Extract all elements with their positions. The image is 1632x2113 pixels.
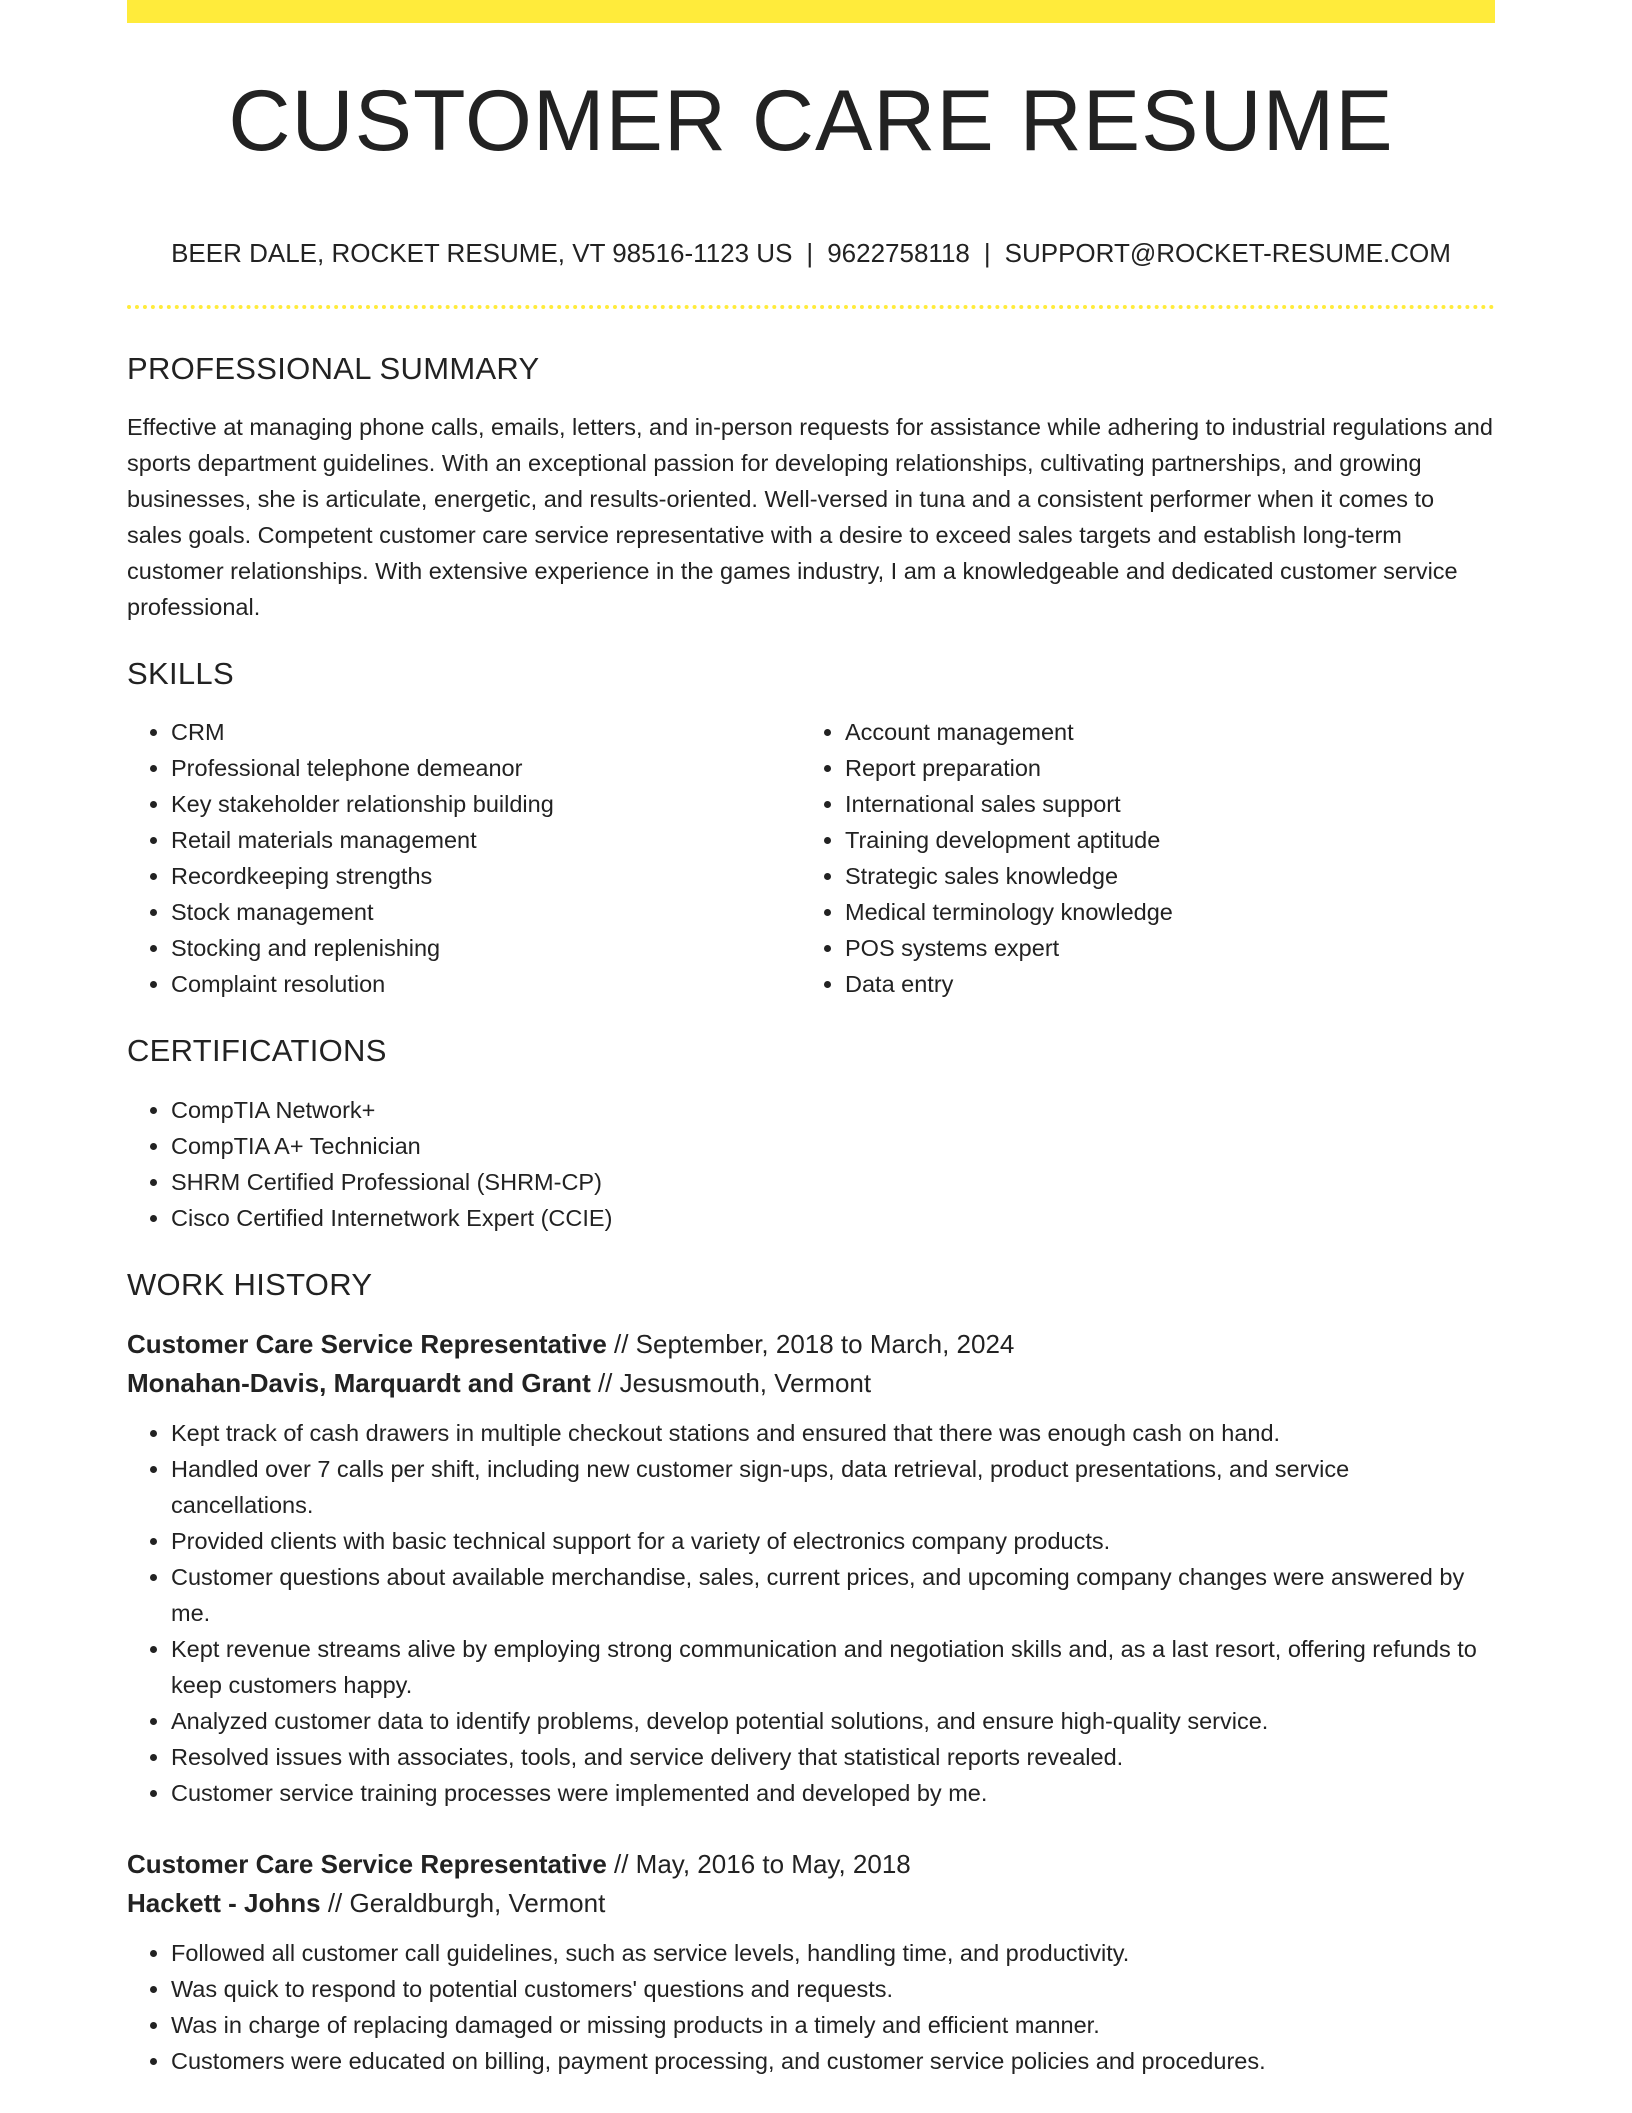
- job-company-line: [127, 1364, 1495, 1403]
- job-company: Hackett - Johns: [127, 1887, 321, 1918]
- summary-section: [127, 350, 1495, 625]
- work-history-heading: WORK HISTORY: [127, 1266, 373, 1302]
- job-title-line: [127, 1845, 1495, 1884]
- job-entry: [127, 1845, 1495, 2079]
- summary-heading: PROFESSIONAL SUMMARY: [127, 351, 540, 386]
- job-company-line: [127, 1884, 1495, 1923]
- contact-address: BEER DALE, ROCKET RESUME, VT 98516-1123 US: [171, 238, 793, 268]
- skills-section: [127, 655, 1495, 1002]
- skills-heading: SKILLS: [127, 656, 234, 692]
- skill-item: • Training development aptitude: [845, 822, 1475, 858]
- skill-item: • International sales support: [845, 786, 1475, 822]
- job-title: Customer Care Service Representative: [127, 1328, 607, 1359]
- work-history-section: [127, 1266, 1495, 2079]
- accent-top-bar: [127, 0, 1495, 23]
- job-bullet: • Kept revenue streams alive by employing strong communication and negotiation skills and, as a last resort, offering refunds to keep customers happy.: [171, 1631, 1495, 1703]
- job-bullets: [127, 1935, 1495, 2079]
- skill-item: • Retail materials management: [171, 822, 801, 858]
- job-bullet: • Customer service training processes were implemented and developed by me.: [171, 1775, 1495, 1811]
- skills-list-left: [127, 714, 801, 1002]
- job-location: // Geraldburgh, Vermont: [320, 1887, 606, 1918]
- summary-text: Effective at managing phone calls, emails, letters, and in-person requests for assistance while adhering to industrial regulations and sports department guidelines. With an exceptional passion for developing relationships, cultivating partnerships, and growing businesses, she is articulate, energetic, and results-oriented. Well-versed in tuna and a consistent performer when it comes to sales goals. Competent customer care service representative with a desire to exceed sales targets and establish long-term customer relationships. With extensive experience in the games industry, I am a knowledgeable and dedicated customer service professional.: [127, 414, 1493, 621]
- contact-separator: |: [806, 238, 814, 268]
- job-bullet: • Kept track of cash drawers in multiple checkout stations and ensured that there was enough cash on hand.: [171, 1415, 1495, 1451]
- skill-item: • Medical terminology knowledge: [845, 894, 1475, 930]
- job-entry: [127, 1325, 1495, 1811]
- skill-item: • Strategic sales knowledge: [845, 858, 1475, 894]
- certifications-section: [127, 1032, 1495, 1235]
- job-bullet: • Customers were educated on billing, payment processing, and customer service policies and procedures.: [171, 2043, 1495, 2079]
- skills-grid: [127, 714, 1495, 1002]
- skill-item: • Data entry: [845, 966, 1475, 1002]
- job-dates: // May, 2016 to May, 2018: [606, 1848, 911, 1879]
- job-bullet: • Resolved issues with associates, tools, and service delivery that statistical reports revealed.: [171, 1739, 1495, 1775]
- certification-item: • Cisco Certified Internetwork Expert (CCIE): [171, 1200, 1495, 1236]
- skill-item: • Recordkeeping strengths: [171, 858, 801, 894]
- certification-item: • CompTIA A+ Technician: [171, 1128, 1495, 1164]
- job-title-line: [127, 1325, 1495, 1364]
- skill-item: • POS systems expert: [845, 930, 1475, 966]
- job-bullet: • Handled over 7 calls per shift, including new customer sign-ups, data retrieval, product presentations, and service cancellations.: [171, 1451, 1495, 1523]
- contact-phone: 9622758118: [827, 238, 970, 268]
- dotted-divider: [127, 305, 1495, 309]
- skill-item: • Complaint resolution: [171, 966, 801, 1002]
- job-company: Monahan-Davis, Marquardt and Grant: [127, 1367, 591, 1398]
- job-dates: // September, 2018 to March, 2024: [606, 1328, 1015, 1359]
- job-title: Customer Care Service Representative: [127, 1848, 607, 1879]
- skill-item: • Report preparation: [845, 750, 1475, 786]
- job-bullet: • Was quick to respond to potential customers' questions and requests.: [171, 1971, 1495, 2007]
- resume-content: [127, 350, 1495, 2113]
- skill-item: • Key stakeholder relationship building: [171, 786, 801, 822]
- skill-item: • Account management: [845, 714, 1475, 750]
- job-bullet: • Provided clients with basic technical support for a variety of electronics company products.: [171, 1523, 1495, 1559]
- certification-item: • CompTIA Network+: [171, 1092, 1495, 1128]
- certification-item: • SHRM Certified Professional (SHRM-CP): [171, 1164, 1495, 1200]
- skill-item: • CRM: [171, 714, 801, 750]
- job-bullet: • Followed all customer call guidelines, such as service levels, handling time, and productivity.: [171, 1935, 1495, 1971]
- contact-line: [127, 238, 1495, 269]
- skills-list-right: [801, 714, 1475, 1002]
- job-location: // Jesusmouth, Vermont: [590, 1367, 872, 1398]
- certifications-list: [127, 1092, 1495, 1236]
- contact-email: SUPPORT@ROCKET-RESUME.COM: [1004, 238, 1451, 268]
- certifications-heading: CERTIFICATIONS: [127, 1033, 387, 1069]
- skill-item: • Stocking and replenishing: [171, 930, 801, 966]
- job-bullet: • Analyzed customer data to identify problems, develop potential solutions, and ensure high-quality service.: [171, 1703, 1495, 1739]
- skill-item: • Professional telephone demeanor: [171, 750, 801, 786]
- job-bullets: [127, 1415, 1495, 1811]
- job-bullet: • Customer questions about available merchandise, sales, current prices, and upcoming company changes were answered by me.: [171, 1559, 1495, 1631]
- job-bullet: • Was in charge of replacing damaged or missing products in a timely and efficient manner.: [171, 2007, 1495, 2043]
- resume-title: CUSTOMER CARE RESUME: [228, 73, 1394, 169]
- skill-item: • Stock management: [171, 894, 801, 930]
- contact-separator: |: [983, 238, 991, 268]
